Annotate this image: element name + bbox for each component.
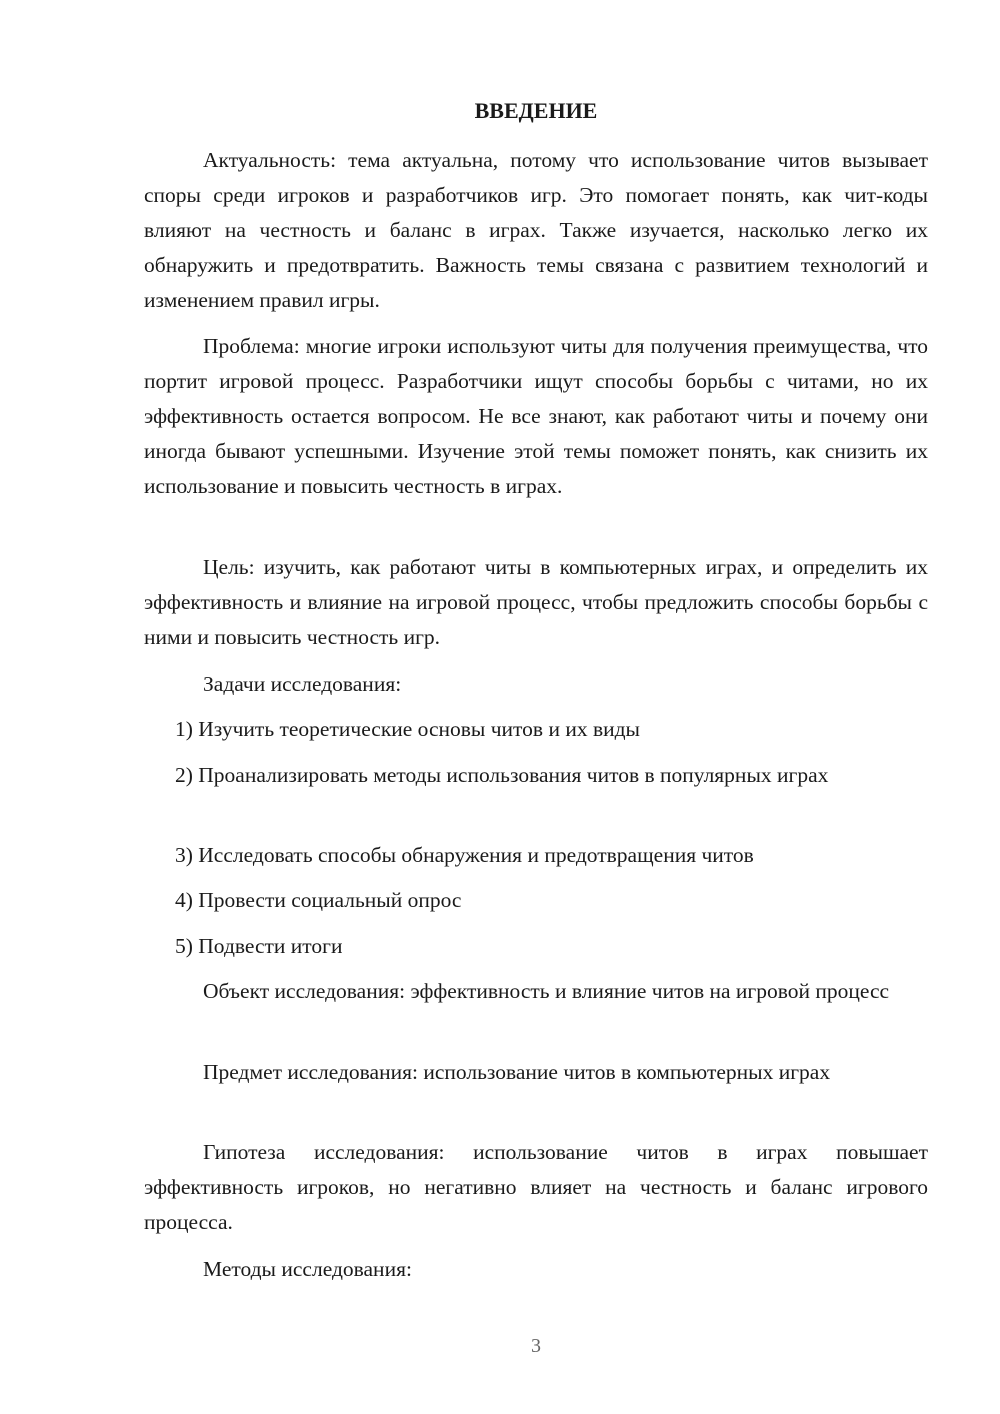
- page-title: ВВЕДЕНИЕ: [474, 98, 598, 123]
- task-item-2: 2) Проанализировать методы использования читов в популярных играх: [175, 763, 829, 787]
- methods-heading: Методы исследования:: [203, 1257, 412, 1281]
- task-item-3: 3) Исследовать способы обнаружения и предотвращения читов: [175, 843, 754, 867]
- page-number: 3: [531, 1335, 541, 1357]
- paragraph-subject: Предмет исследования: использование читов в компьютерных играх: [203, 1060, 831, 1084]
- task-item-4: 4) Провести социальный опрос: [175, 888, 462, 912]
- paragraph-goal: Цель: изучить, как работают читы в компьютерных играх, и определить их эффективность и влияние на игровой процесс, чтобы предложить способы борьбы с ними и повысить честность игр.: [144, 555, 928, 649]
- paragraph-relevance: Актуальность: тема актуальна, потому что использование читов вызывает споры среди игроков и разработчиков игр. Это помогает понять, как чит-коды влияют на честность и баланс в играх. Также изучается, насколько легко их обнаружить и предотвратить. Важность темы связана с развитием технологий и изменением правил игры.: [144, 148, 928, 312]
- paragraph-object: Объект исследования: эффективность и влияние читов на игровой процесс: [203, 979, 890, 1003]
- paragraph-problem: Проблема: многие игроки используют читы для получения преимущества, что портит игровой процесс. Разработчики ищут способы борьбы с читами, но их эффективность остается вопросом. Не все знают, как работают читы и почему они иногда бывают успешными. Изучение этой темы поможет понять, как снизить их использование и повысить честность в играх.: [144, 334, 928, 498]
- paragraph-hypothesis: Гипотеза исследования: использование читов в играх повышает эффективность игроков, но негативно влияет на честность и баланс игрового процесса.: [144, 1140, 928, 1234]
- task-item-5: 5) Подвести итоги: [175, 934, 343, 958]
- task-item-1: 1) Изучить теоретические основы читов и их виды: [175, 717, 641, 741]
- tasks-heading: Задачи исследования:: [203, 672, 402, 696]
